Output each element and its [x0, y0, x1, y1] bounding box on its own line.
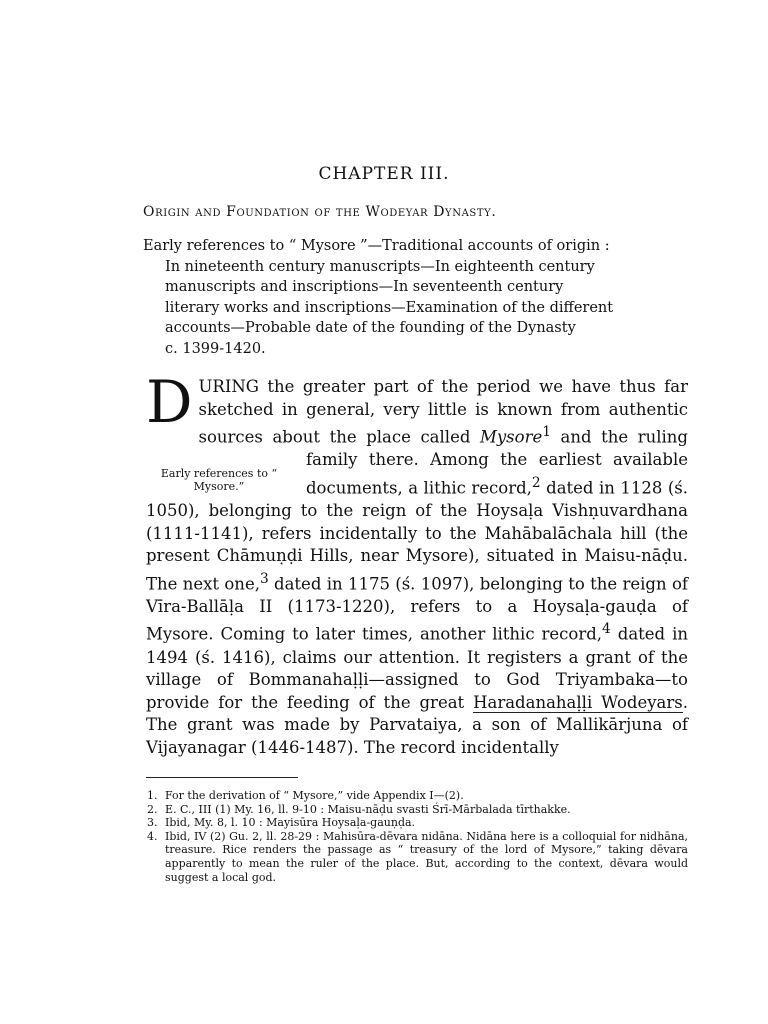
- synopsis-line: In nineteenth century manuscripts—In eighteenth century: [165, 258, 595, 275]
- italic-term: Mysore: [479, 427, 543, 447]
- footnote-text: Ibid, My. 8, l. 10 : Mayisūra Hoysaḷa-gauṇḍa.: [165, 816, 416, 830]
- chapter-synopsis: [143, 236, 688, 359]
- body-text: [146, 368, 689, 760]
- paragraph-text: dated in 1128 (ś. 1050), belonging to the reign of the Hoysaḷa Vishṇuvardhana (1111-1141), refers incidentally to the Mahābalāchala hill (the present Chāmuṇḍi Hills, near Mysore), situated in Maisu-nāḍu. The next one,: [146, 478, 688, 594]
- synopsis-line: Early references to “ Mysore ”—Traditional accounts of origin :: [143, 238, 610, 254]
- underlined-text: Haradanahaḷḷi Wodeyars: [473, 692, 683, 712]
- chapter-heading: CHAPTER III.: [318, 164, 450, 184]
- footnote-text: For the derivation of “ Mysore,” vide Appendix I—(2).: [165, 789, 464, 802]
- chapter-title: Origin and Foundation of the Wodeyar Dynasty.: [143, 204, 497, 220]
- footnote-text: Ibid, IV (2) Gu. 2, ll. 28-29 : Mahisūra-dēvara nidāna. Nidāna here is a colloquial for nidhāna, treasure. Rice renders the passage as “ treasury of the lord of Mysore,” taking dēvara apparently to mean the ruler of the place. But, according to the context, dēvara would suggest a local god.: [165, 829, 688, 884]
- footnotes: [147, 789, 688, 884]
- paragraph-text: and the ruling family there. Among the earliest available documents, a lithic record,: [306, 427, 688, 498]
- footnote: [147, 816, 688, 830]
- drop-cap: D: [146, 368, 193, 436]
- footnote-number: 4.: [147, 829, 158, 843]
- paragraph-text: URING the greater part of the period we have thus far sketched in general, very little is known from authentic sources about the place called: [198, 377, 688, 447]
- footnote-text: E. C., III (1) My. 16, ll. 9-10 : Maisu-nāḍu svasti Śrī-Mārbalada tīrthakke.: [165, 802, 571, 816]
- footnote-number: 1.: [147, 789, 158, 802]
- synopsis-line: c. 1399-1420.: [165, 340, 266, 357]
- footnote-number: 3.: [147, 816, 158, 830]
- footnote-ref: 1: [542, 424, 551, 441]
- footnote: [147, 830, 688, 884]
- paragraph-text: dated in 1494 (ś. 1416), claims our attention. It registers a grant of the village of Bommanahaḷḷi—assigned to God Triyambaka—to provide for the feeding of the great: [146, 624, 688, 712]
- footnote: [147, 803, 688, 817]
- footnote-number: 2.: [147, 802, 158, 816]
- footnote-ref: 4: [602, 621, 611, 638]
- synopsis-line: accounts—Probable date of the founding of the Dynasty: [165, 320, 576, 336]
- footnote-ref: 2: [531, 474, 541, 491]
- footnote-rule: [146, 777, 298, 778]
- paragraph-text: dated in 1175 (ś. 1097), belonging to the reign of Vīra-Ballāḷa II (1173-1220), refers to a Hoysaḷa-gauḍa of Mysore. Coming to later times, another lithic record,: [146, 574, 688, 644]
- paragraph-text: . The grant was made by Parvataiya, a son of Mallikārjuna of Vijayanagar (1446-1487). The record incidentally: [146, 692, 689, 757]
- margin-note: Early references to “ Mysore.”: [160, 467, 278, 494]
- synopsis-line: literary works and inscriptions—Examination of the different: [165, 299, 614, 316]
- synopsis-line: manuscripts and inscriptions—In seventeenth century: [165, 279, 564, 295]
- footnote-ref: 3: [259, 570, 269, 587]
- footnote: [147, 789, 688, 803]
